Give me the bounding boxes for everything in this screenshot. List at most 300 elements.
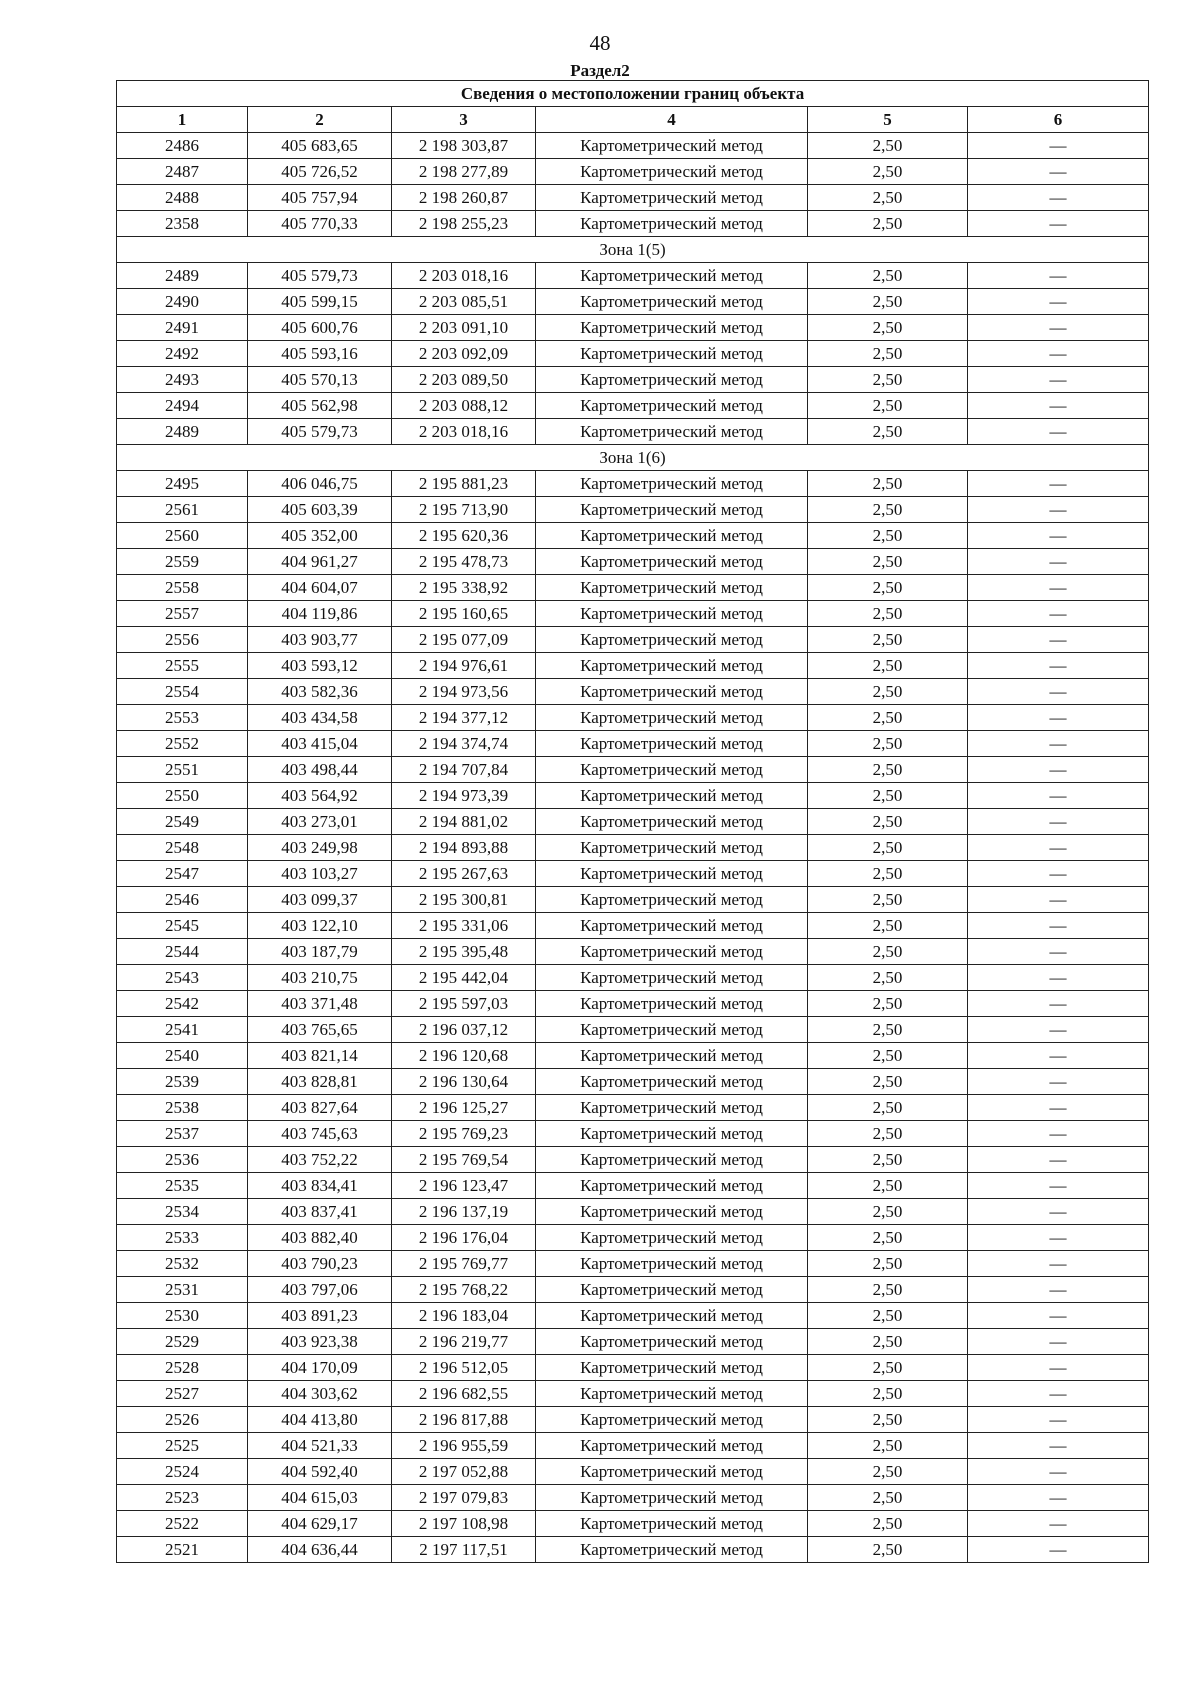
point-number-cell: 2551: [117, 757, 248, 783]
table-row: [117, 991, 1149, 1017]
x-coordinate-cell: 405 757,94: [248, 185, 392, 211]
accuracy-cell: 2,50: [808, 1511, 968, 1537]
x-coordinate-cell: 403 752,22: [248, 1147, 392, 1173]
method-cell: Картометрический метод: [536, 289, 808, 315]
x-coordinate-cell: 403 797,06: [248, 1277, 392, 1303]
boundary-coordinates-table: [116, 80, 1149, 1563]
point-number-cell: 2489: [117, 419, 248, 445]
x-coordinate-cell: 405 603,39: [248, 497, 392, 523]
y-coordinate-cell: 2 194 881,02: [392, 809, 536, 835]
accuracy-cell: 2,50: [808, 575, 968, 601]
method-cell: Картометрический метод: [536, 1043, 808, 1069]
method-cell: Картометрический метод: [536, 1511, 808, 1537]
accuracy-cell: 2,50: [808, 731, 968, 757]
x-coordinate-cell: 405 599,15: [248, 289, 392, 315]
y-coordinate-cell: 2 198 260,87: [392, 185, 536, 211]
method-cell: Картометрический метод: [536, 1017, 808, 1043]
table-row: [117, 861, 1149, 887]
description-cell: —: [968, 1173, 1149, 1199]
point-number-cell: 2536: [117, 1147, 248, 1173]
description-cell: —: [968, 1277, 1149, 1303]
accuracy-cell: 2,50: [808, 393, 968, 419]
y-coordinate-cell: 2 203 088,12: [392, 393, 536, 419]
x-coordinate-cell: 403 498,44: [248, 757, 392, 783]
accuracy-cell: 2,50: [808, 1381, 968, 1407]
y-coordinate-cell: 2 195 331,06: [392, 913, 536, 939]
description-cell: —: [968, 861, 1149, 887]
method-cell: Картометрический метод: [536, 341, 808, 367]
table-row: [117, 1303, 1149, 1329]
description-cell: —: [968, 1537, 1149, 1563]
method-cell: Картометрический метод: [536, 1277, 808, 1303]
x-coordinate-cell: 403 903,77: [248, 627, 392, 653]
description-cell: —: [968, 185, 1149, 211]
point-number-cell: 2546: [117, 887, 248, 913]
x-coordinate-cell: 403 891,23: [248, 1303, 392, 1329]
y-coordinate-cell: 2 196 037,12: [392, 1017, 536, 1043]
table-row: [117, 315, 1149, 341]
accuracy-cell: 2,50: [808, 1199, 968, 1225]
point-number-cell: 2558: [117, 575, 248, 601]
y-coordinate-cell: 2 198 303,87: [392, 133, 536, 159]
y-coordinate-cell: 2 203 018,16: [392, 419, 536, 445]
description-cell: —: [968, 159, 1149, 185]
accuracy-cell: 2,50: [808, 1459, 968, 1485]
y-coordinate-cell: 2 195 267,63: [392, 861, 536, 887]
point-number-cell: 2525: [117, 1433, 248, 1459]
point-number-cell: 2543: [117, 965, 248, 991]
description-cell: —: [968, 757, 1149, 783]
description-cell: —: [968, 575, 1149, 601]
accuracy-cell: 2,50: [808, 1407, 968, 1433]
point-number-cell: 2552: [117, 731, 248, 757]
x-coordinate-cell: 403 564,92: [248, 783, 392, 809]
table-caption-row: [117, 81, 1149, 107]
y-coordinate-cell: 2 194 973,39: [392, 783, 536, 809]
description-cell: —: [968, 601, 1149, 627]
accuracy-cell: 2,50: [808, 1225, 968, 1251]
y-coordinate-cell: 2 196 682,55: [392, 1381, 536, 1407]
table-row: [117, 1069, 1149, 1095]
x-coordinate-cell: 403 371,48: [248, 991, 392, 1017]
method-cell: Картометрический метод: [536, 367, 808, 393]
accuracy-cell: 2,50: [808, 159, 968, 185]
y-coordinate-cell: 2 195 300,81: [392, 887, 536, 913]
y-coordinate-cell: 2 195 478,73: [392, 549, 536, 575]
x-coordinate-cell: 404 604,07: [248, 575, 392, 601]
accuracy-cell: 2,50: [808, 1147, 968, 1173]
point-number-cell: 2561: [117, 497, 248, 523]
method-cell: Картометрический метод: [536, 133, 808, 159]
table-row: [117, 913, 1149, 939]
description-cell: —: [968, 1511, 1149, 1537]
method-cell: Картометрический метод: [536, 1095, 808, 1121]
point-number-cell: 2555: [117, 653, 248, 679]
y-coordinate-cell: 2 195 395,48: [392, 939, 536, 965]
table-row: [117, 419, 1149, 445]
table-row: [117, 471, 1149, 497]
y-coordinate-cell: 2 194 976,61: [392, 653, 536, 679]
point-number-cell: 2559: [117, 549, 248, 575]
point-number-cell: 2548: [117, 835, 248, 861]
y-coordinate-cell: 2 195 160,65: [392, 601, 536, 627]
accuracy-cell: 2,50: [808, 471, 968, 497]
x-coordinate-cell: 404 592,40: [248, 1459, 392, 1485]
point-number-cell: 2534: [117, 1199, 248, 1225]
column-header-1: 1: [117, 107, 248, 133]
description-cell: —: [968, 263, 1149, 289]
table-row: [117, 211, 1149, 237]
point-number-cell: 2528: [117, 1355, 248, 1381]
x-coordinate-cell: 403 122,10: [248, 913, 392, 939]
method-cell: Картометрический метод: [536, 523, 808, 549]
y-coordinate-cell: 2 194 707,84: [392, 757, 536, 783]
table-row: [117, 1121, 1149, 1147]
table-row: [117, 159, 1149, 185]
x-coordinate-cell: 403 187,79: [248, 939, 392, 965]
y-coordinate-cell: 2 198 277,89: [392, 159, 536, 185]
point-number-cell: 2531: [117, 1277, 248, 1303]
point-number-cell: 2488: [117, 185, 248, 211]
method-cell: Картометрический метод: [536, 653, 808, 679]
accuracy-cell: 2,50: [808, 835, 968, 861]
accuracy-cell: 2,50: [808, 1069, 968, 1095]
accuracy-cell: 2,50: [808, 679, 968, 705]
table-row: [117, 809, 1149, 835]
table-row: [117, 367, 1149, 393]
point-number-cell: 2535: [117, 1173, 248, 1199]
method-cell: Картометрический метод: [536, 601, 808, 627]
y-coordinate-cell: 2 196 512,05: [392, 1355, 536, 1381]
x-coordinate-cell: 405 726,52: [248, 159, 392, 185]
method-cell: Картометрический метод: [536, 757, 808, 783]
x-coordinate-cell: 403 882,40: [248, 1225, 392, 1251]
table-row: [117, 341, 1149, 367]
point-number-cell: 2492: [117, 341, 248, 367]
table-row: [117, 549, 1149, 575]
x-coordinate-cell: 405 562,98: [248, 393, 392, 419]
y-coordinate-cell: 2 194 377,12: [392, 705, 536, 731]
accuracy-cell: 2,50: [808, 367, 968, 393]
point-number-cell: 2523: [117, 1485, 248, 1511]
point-number-cell: 2541: [117, 1017, 248, 1043]
y-coordinate-cell: 2 197 117,51: [392, 1537, 536, 1563]
x-coordinate-cell: 404 170,09: [248, 1355, 392, 1381]
y-coordinate-cell: 2 195 620,36: [392, 523, 536, 549]
table-row: [117, 835, 1149, 861]
point-number-cell: 2549: [117, 809, 248, 835]
description-cell: —: [968, 627, 1149, 653]
accuracy-cell: 2,50: [808, 757, 968, 783]
description-cell: —: [968, 887, 1149, 913]
x-coordinate-cell: 404 961,27: [248, 549, 392, 575]
point-number-cell: 2491: [117, 315, 248, 341]
method-cell: Картометрический метод: [536, 1381, 808, 1407]
accuracy-cell: 2,50: [808, 1485, 968, 1511]
x-coordinate-cell: 405 683,65: [248, 133, 392, 159]
method-cell: Картометрический метод: [536, 471, 808, 497]
column-header-2: 2: [248, 107, 392, 133]
x-coordinate-cell: 405 352,00: [248, 523, 392, 549]
point-number-cell: 2527: [117, 1381, 248, 1407]
y-coordinate-cell: 2 195 769,54: [392, 1147, 536, 1173]
description-cell: —: [968, 835, 1149, 861]
description-cell: —: [968, 1069, 1149, 1095]
description-cell: —: [968, 913, 1149, 939]
point-number-cell: 2553: [117, 705, 248, 731]
accuracy-cell: 2,50: [808, 1121, 968, 1147]
table-row: [117, 705, 1149, 731]
accuracy-cell: 2,50: [808, 341, 968, 367]
description-cell: —: [968, 991, 1149, 1017]
x-coordinate-cell: 403 821,14: [248, 1043, 392, 1069]
table-row: [117, 627, 1149, 653]
method-cell: Картометрический метод: [536, 1173, 808, 1199]
accuracy-cell: 2,50: [808, 549, 968, 575]
point-number-cell: 2557: [117, 601, 248, 627]
accuracy-cell: 2,50: [808, 1043, 968, 1069]
description-cell: —: [968, 1147, 1149, 1173]
method-cell: Картометрический метод: [536, 887, 808, 913]
page-number: 48: [589, 31, 611, 55]
x-coordinate-cell: 403 249,98: [248, 835, 392, 861]
description-cell: —: [968, 1407, 1149, 1433]
column-header-3: 3: [392, 107, 536, 133]
y-coordinate-cell: 2 198 255,23: [392, 211, 536, 237]
table-row: [117, 965, 1149, 991]
description-cell: —: [968, 1485, 1149, 1511]
method-cell: Картометрический метод: [536, 1459, 808, 1485]
description-cell: —: [968, 289, 1149, 315]
point-number-cell: 2554: [117, 679, 248, 705]
accuracy-cell: 2,50: [808, 601, 968, 627]
table-row: [117, 185, 1149, 211]
table-row: [117, 1537, 1149, 1563]
zone-header-row: [117, 237, 1149, 263]
y-coordinate-cell: 2 196 123,47: [392, 1173, 536, 1199]
method-cell: Картометрический метод: [536, 1147, 808, 1173]
point-number-cell: 2545: [117, 913, 248, 939]
point-number-cell: 2550: [117, 783, 248, 809]
description-cell: —: [968, 1251, 1149, 1277]
accuracy-cell: 2,50: [808, 1303, 968, 1329]
x-coordinate-cell: 403 790,23: [248, 1251, 392, 1277]
table-row: [117, 783, 1149, 809]
method-cell: Картометрический метод: [536, 809, 808, 835]
y-coordinate-cell: 2 195 442,04: [392, 965, 536, 991]
y-coordinate-cell: 2 203 018,16: [392, 263, 536, 289]
zone-label: Зона 1(6): [117, 445, 1149, 471]
zone-header-row: [117, 445, 1149, 471]
x-coordinate-cell: 405 770,33: [248, 211, 392, 237]
description-cell: —: [968, 1095, 1149, 1121]
x-coordinate-cell: 404 636,44: [248, 1537, 392, 1563]
accuracy-cell: 2,50: [808, 1017, 968, 1043]
y-coordinate-cell: 2 195 881,23: [392, 471, 536, 497]
x-coordinate-cell: 403 434,58: [248, 705, 392, 731]
x-coordinate-cell: 403 827,64: [248, 1095, 392, 1121]
table-row: [117, 1225, 1149, 1251]
description-cell: —: [968, 471, 1149, 497]
point-number-cell: 2560: [117, 523, 248, 549]
x-coordinate-cell: 403 415,04: [248, 731, 392, 757]
accuracy-cell: 2,50: [808, 133, 968, 159]
x-coordinate-cell: 405 600,76: [248, 315, 392, 341]
x-coordinate-cell: 403 923,38: [248, 1329, 392, 1355]
y-coordinate-cell: 2 195 077,09: [392, 627, 536, 653]
point-number-cell: 2544: [117, 939, 248, 965]
method-cell: Картометрический метод: [536, 731, 808, 757]
table-row: [117, 1251, 1149, 1277]
table-row: [117, 1485, 1149, 1511]
description-cell: —: [968, 315, 1149, 341]
accuracy-cell: 2,50: [808, 1277, 968, 1303]
table-row: [117, 523, 1149, 549]
description-cell: —: [968, 1329, 1149, 1355]
y-coordinate-cell: 2 197 108,98: [392, 1511, 536, 1537]
y-coordinate-cell: 2 195 338,92: [392, 575, 536, 601]
point-number-cell: 2533: [117, 1225, 248, 1251]
method-cell: Картометрический метод: [536, 549, 808, 575]
x-coordinate-cell: 403 103,27: [248, 861, 392, 887]
point-number-cell: 2547: [117, 861, 248, 887]
method-cell: Картометрический метод: [536, 1121, 808, 1147]
method-cell: Картометрический метод: [536, 991, 808, 1017]
method-cell: Картометрический метод: [536, 1251, 808, 1277]
point-number-cell: 2494: [117, 393, 248, 419]
point-number-cell: 2486: [117, 133, 248, 159]
x-coordinate-cell: 404 521,33: [248, 1433, 392, 1459]
description-cell: —: [968, 1433, 1149, 1459]
method-cell: Картометрический метод: [536, 835, 808, 861]
x-coordinate-cell: 403 765,65: [248, 1017, 392, 1043]
method-cell: Картометрический метод: [536, 861, 808, 887]
x-coordinate-cell: 405 579,73: [248, 263, 392, 289]
accuracy-cell: 2,50: [808, 315, 968, 341]
table-row: [117, 575, 1149, 601]
x-coordinate-cell: 403 837,41: [248, 1199, 392, 1225]
method-cell: Картометрический метод: [536, 965, 808, 991]
description-cell: —: [968, 653, 1149, 679]
x-coordinate-cell: 404 119,86: [248, 601, 392, 627]
accuracy-cell: 2,50: [808, 1095, 968, 1121]
y-coordinate-cell: 2 196 176,04: [392, 1225, 536, 1251]
accuracy-cell: 2,50: [808, 705, 968, 731]
method-cell: Картометрический метод: [536, 211, 808, 237]
y-coordinate-cell: 2 196 955,59: [392, 1433, 536, 1459]
description-cell: —: [968, 1225, 1149, 1251]
x-coordinate-cell: 403 210,75: [248, 965, 392, 991]
table-row: [117, 133, 1149, 159]
accuracy-cell: 2,50: [808, 627, 968, 653]
y-coordinate-cell: 2 195 769,77: [392, 1251, 536, 1277]
description-cell: —: [968, 1043, 1149, 1069]
x-coordinate-cell: 403 745,63: [248, 1121, 392, 1147]
zone-label: Зона 1(5): [117, 237, 1149, 263]
table-row: [117, 393, 1149, 419]
accuracy-cell: 2,50: [808, 211, 968, 237]
point-number-cell: 2542: [117, 991, 248, 1017]
description-cell: —: [968, 1121, 1149, 1147]
accuracy-cell: 2,50: [808, 939, 968, 965]
column-header-4: 4: [536, 107, 808, 133]
accuracy-cell: 2,50: [808, 1355, 968, 1381]
table-row: [117, 1381, 1149, 1407]
description-cell: —: [968, 211, 1149, 237]
y-coordinate-cell: 2 195 769,23: [392, 1121, 536, 1147]
y-coordinate-cell: 2 197 052,88: [392, 1459, 536, 1485]
point-number-cell: 2532: [117, 1251, 248, 1277]
x-coordinate-cell: 404 629,17: [248, 1511, 392, 1537]
description-cell: —: [968, 549, 1149, 575]
method-cell: Картометрический метод: [536, 783, 808, 809]
accuracy-cell: 2,50: [808, 1329, 968, 1355]
table-row: [117, 1043, 1149, 1069]
y-coordinate-cell: 2 196 120,68: [392, 1043, 536, 1069]
description-cell: —: [968, 393, 1149, 419]
description-cell: —: [968, 679, 1149, 705]
column-header-6: 6: [968, 107, 1149, 133]
table-row: [117, 1173, 1149, 1199]
table-row: [117, 1511, 1149, 1537]
accuracy-cell: 2,50: [808, 263, 968, 289]
method-cell: Картометрический метод: [536, 1355, 808, 1381]
point-number-cell: 2521: [117, 1537, 248, 1563]
table-row: [117, 263, 1149, 289]
x-coordinate-cell: 403 273,01: [248, 809, 392, 835]
table-row: [117, 601, 1149, 627]
accuracy-cell: 2,50: [808, 1251, 968, 1277]
column-header-5: 5: [808, 107, 968, 133]
table-row: [117, 1095, 1149, 1121]
point-number-cell: 2556: [117, 627, 248, 653]
method-cell: Картометрический метод: [536, 393, 808, 419]
x-coordinate-cell: 404 303,62: [248, 1381, 392, 1407]
table-row: [117, 1433, 1149, 1459]
table-row: [117, 1355, 1149, 1381]
description-cell: —: [968, 1381, 1149, 1407]
point-number-cell: 2487: [117, 159, 248, 185]
table-row: [117, 1017, 1149, 1043]
x-coordinate-cell: 405 579,73: [248, 419, 392, 445]
point-number-cell: 2539: [117, 1069, 248, 1095]
point-number-cell: 2489: [117, 263, 248, 289]
method-cell: Картометрический метод: [536, 1537, 808, 1563]
accuracy-cell: 2,50: [808, 783, 968, 809]
table-row: [117, 887, 1149, 913]
description-cell: —: [968, 497, 1149, 523]
description-cell: —: [968, 523, 1149, 549]
y-coordinate-cell: 2 197 079,83: [392, 1485, 536, 1511]
method-cell: Картометрический метод: [536, 159, 808, 185]
table-row: [117, 1277, 1149, 1303]
accuracy-cell: 2,50: [808, 991, 968, 1017]
point-number-cell: 2493: [117, 367, 248, 393]
table-row: [117, 1199, 1149, 1225]
table-row: [117, 1329, 1149, 1355]
description-cell: —: [968, 1199, 1149, 1225]
x-coordinate-cell: 404 413,80: [248, 1407, 392, 1433]
accuracy-cell: 2,50: [808, 861, 968, 887]
accuracy-cell: 2,50: [808, 1433, 968, 1459]
point-number-cell: 2490: [117, 289, 248, 315]
x-coordinate-cell: 405 570,13: [248, 367, 392, 393]
x-coordinate-cell: 403 593,12: [248, 653, 392, 679]
table-row: [117, 1407, 1149, 1433]
method-cell: Картометрический метод: [536, 185, 808, 211]
table-row: [117, 289, 1149, 315]
point-number-cell: 2495: [117, 471, 248, 497]
